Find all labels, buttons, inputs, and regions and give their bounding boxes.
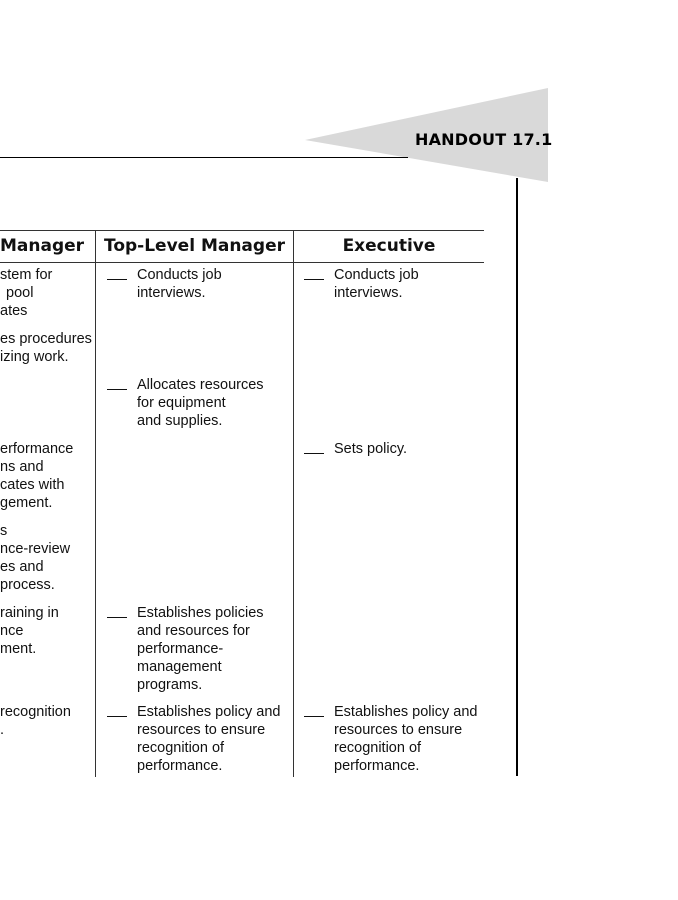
top-level-item-3-text: Establishes policies and resources for performance- management programs. xyxy=(137,605,264,693)
top-level-item-1 xyxy=(107,266,287,306)
manager-cell-1-line-2: pool xyxy=(6,285,34,301)
manager-cell-4-line-4: process. xyxy=(0,577,55,593)
executive-item-1-text: Conducts job interviews. xyxy=(334,267,419,301)
manager-cell-1-line-3: ates xyxy=(0,303,28,319)
manager-cell-4-line-1: s xyxy=(0,523,8,539)
table-top-rule xyxy=(0,230,484,231)
top-level-item-4 xyxy=(107,703,287,778)
column-header-executive: Executive xyxy=(342,236,436,256)
manager-cell-3-line-4: gement. xyxy=(0,495,53,511)
executive-item-3 xyxy=(304,703,484,778)
top-level-item-4-text: Establishes policy and resources to ensure recognition of performance. xyxy=(137,704,281,774)
top-level-item-1-text: Conducts job interviews. xyxy=(137,267,222,301)
checkbox-blank[interactable] xyxy=(304,716,324,717)
manager-cell-4 xyxy=(0,522,94,594)
manager-cell-5-line-2: nce xyxy=(0,623,24,639)
manager-cell-4-line-3: es and xyxy=(0,559,44,575)
executive-item-2-text: Sets policy. xyxy=(334,441,408,457)
manager-cell-3-line-2: ns and xyxy=(0,459,44,475)
column-header-top-level-manager: Top-Level Manager xyxy=(103,236,285,256)
handout-banner xyxy=(0,0,678,200)
top-level-item-3 xyxy=(107,604,287,699)
checkbox-blank[interactable] xyxy=(304,453,324,454)
manager-cell-2-line-1: es procedures xyxy=(0,331,92,347)
manager-cell-1 xyxy=(0,266,94,320)
manager-cell-2 xyxy=(0,330,94,366)
manager-cell-1-line-1: stem for xyxy=(0,267,53,283)
manager-cell-2-line-2: izing work. xyxy=(0,349,69,365)
manager-cell-3 xyxy=(0,440,94,512)
manager-cell-6 xyxy=(0,703,94,739)
table-header-rule xyxy=(0,262,484,263)
checkbox-blank[interactable] xyxy=(107,389,127,390)
executive-item-1 xyxy=(304,266,484,306)
manager-cell-5-line-3: ment. xyxy=(0,641,37,657)
checkbox-blank[interactable] xyxy=(107,279,127,280)
column-header-manager: Manager xyxy=(0,236,85,256)
manager-cell-3-line-1: erformance xyxy=(0,441,74,457)
manager-cell-5-line-1: raining in xyxy=(0,605,59,621)
column-divider-2 xyxy=(293,231,294,777)
handout-label: HANDOUT 17.1 xyxy=(415,130,553,149)
header-rule xyxy=(0,157,408,158)
manager-cell-3-line-3: cates with xyxy=(0,477,65,493)
executive-item-3-text: Establishes policy and resources to ensure recognition of performance. xyxy=(334,704,478,774)
manager-cell-6-line-2: . xyxy=(0,722,5,738)
manager-cell-5 xyxy=(0,604,94,658)
executive-item-2 xyxy=(304,440,484,464)
manager-cell-4-line-2: nce-review xyxy=(0,541,71,557)
top-level-item-2-text: Allocates resources for equipment and supplies. xyxy=(137,377,264,429)
checkbox-blank[interactable] xyxy=(107,716,127,717)
manager-cell-6-line-1: recognition xyxy=(0,704,71,720)
column-divider-1 xyxy=(95,231,96,777)
checkbox-blank[interactable] xyxy=(107,617,127,618)
right-margin-rule xyxy=(516,178,518,776)
top-level-item-2 xyxy=(107,376,287,436)
checkbox-blank[interactable] xyxy=(304,279,324,280)
